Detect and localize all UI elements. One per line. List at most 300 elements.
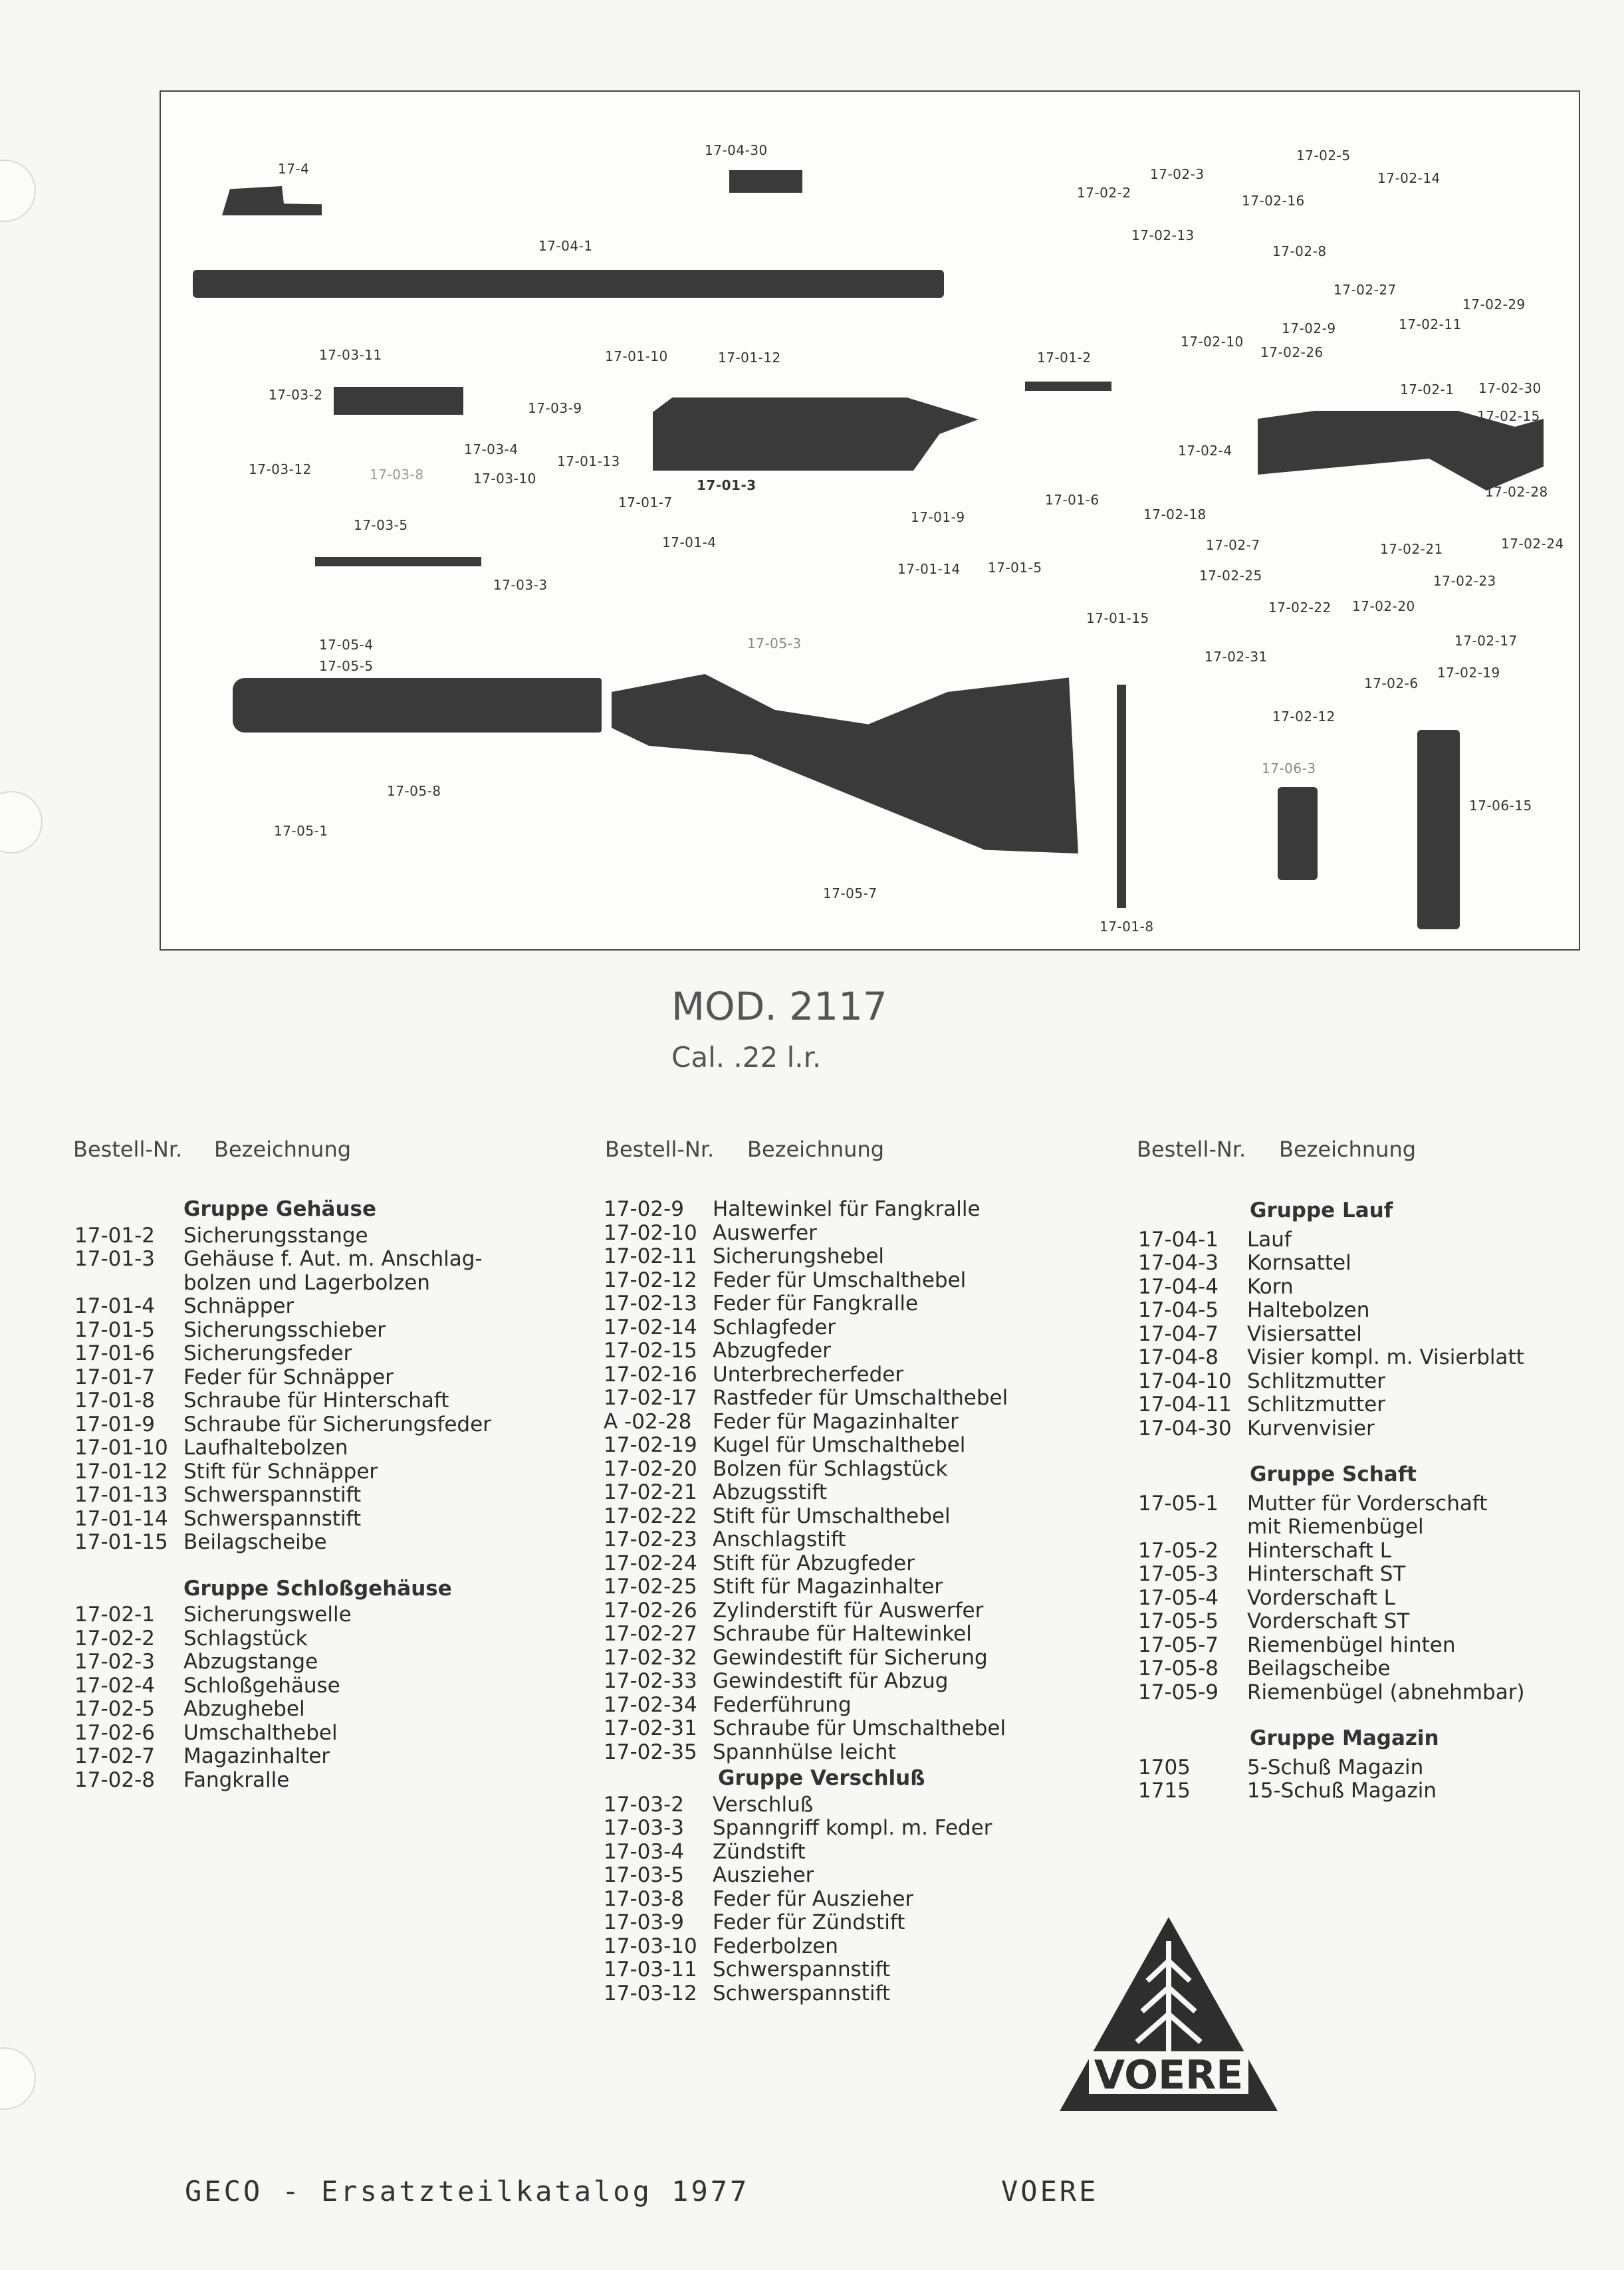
part-description: Sicherungswelle: [183, 1603, 352, 1627]
label-17-4: 17-4: [278, 161, 310, 177]
part-number: 17-01-2: [74, 1223, 155, 1248]
list-item: [604, 1982, 1008, 2006]
parts-list-column3: [1138, 1199, 1525, 1803]
label-17-06-15: 17-06-15: [1469, 798, 1532, 814]
part-number: 17-02-27: [604, 1622, 697, 1646]
label-17-03-9: 17-03-9: [528, 400, 582, 416]
part-description: Feder für Magazinhalter: [713, 1409, 959, 1434]
column2-header: [605, 1137, 884, 1162]
column1-header: [73, 1137, 351, 1162]
part-description: Gehäuse f. Aut. m. Anschlag-: [183, 1247, 483, 1271]
part-number: 17-02-20: [604, 1456, 697, 1481]
part-description: Beilagscheibe: [1247, 1656, 1391, 1680]
label-17-05-5: 17-05-5: [319, 658, 374, 674]
part-number: 17-01-15: [74, 1530, 168, 1554]
part-description: Schraube für Sicherungsfeder: [183, 1412, 491, 1436]
list-item: [604, 1741, 1008, 1765]
label-17-02-8: 17-02-8: [1272, 243, 1327, 259]
list-item: [74, 1508, 491, 1532]
group-heading-magazin: Gruppe Magazin: [1250, 1726, 1439, 1750]
gehaeuse-items: [74, 1224, 491, 1555]
part-description: Kurvenvisier: [1247, 1416, 1375, 1440]
list-item: [1138, 1228, 1525, 1252]
label-17-06-3: 17-06-3: [1262, 760, 1316, 776]
part-number: 17-01-3: [74, 1247, 155, 1271]
label-17-02-26: 17-02-26: [1260, 344, 1324, 360]
label-17-02-21: 17-02-21: [1380, 541, 1443, 557]
label-17-01-8: 17-01-8: [1100, 919, 1154, 935]
part-number: 17-02-2: [74, 1626, 155, 1650]
column1-number-header: Bestell-Nr.: [73, 1137, 183, 1162]
label-17-02-29: 17-02-29: [1462, 296, 1526, 312]
part-number: 17-05-9: [1138, 1680, 1218, 1704]
part-number: 17-02-19: [604, 1433, 697, 1457]
label-17-01-12: 17-01-12: [718, 350, 781, 366]
label-17-02-13: 17-02-13: [1131, 227, 1195, 243]
verschluss-items: [604, 1793, 1008, 2006]
part-description: Bolzen für Schlagstück: [713, 1456, 948, 1481]
part-description: Unterbrecherfeder: [713, 1362, 904, 1387]
part-description: Schwerspannstift: [713, 1958, 891, 1982]
part-number: 17-02-14: [604, 1315, 697, 1339]
list-item: [604, 1793, 1008, 1817]
list-item: [604, 1958, 1008, 1982]
part-number: 17-04-11: [1138, 1393, 1232, 1417]
label-17-01-9: 17-01-9: [911, 509, 965, 525]
part-description: Gewindestift für Abzug: [713, 1669, 949, 1693]
part-number: 17-02-5: [74, 1697, 155, 1721]
punch-hole-top: [0, 160, 36, 222]
label-17-02-10: 17-02-10: [1181, 334, 1244, 350]
label-17-03-3: 17-03-3: [493, 577, 548, 593]
part-number: 17-04-8: [1138, 1345, 1218, 1369]
part-number: 17-02-12: [604, 1268, 697, 1292]
parts-list-column2: [604, 1198, 1008, 2005]
part-number: 17-04-30: [1138, 1416, 1232, 1440]
part-number: 17-03-3: [604, 1816, 684, 1840]
part-rear-screw: [1117, 685, 1126, 908]
part-number: 17-02-15: [604, 1339, 697, 1363]
part-description: Schwerspannstift: [713, 1981, 891, 2005]
part-bolt-handle: [315, 557, 481, 566]
part-description: Gewindestift für Sicherung: [713, 1645, 988, 1670]
part-description: Laufhaltebolzen: [183, 1436, 348, 1460]
schaft-items: [1138, 1492, 1525, 1705]
part-description: Schloßgehäuse: [183, 1673, 340, 1698]
part-description: Spannhülse leicht: [713, 1740, 896, 1764]
part-description: Spanngriff kompl. m. Feder: [713, 1816, 992, 1840]
label-17-02-16: 17-02-16: [1242, 193, 1305, 209]
list-item: [74, 1272, 491, 1296]
label-17-02-14: 17-02-14: [1377, 170, 1441, 186]
part-description: Sicherungshebel: [713, 1244, 885, 1268]
part-description: Schwerspannstift: [183, 1483, 362, 1507]
list-item: [604, 1198, 1008, 1222]
list-item: [1138, 1393, 1525, 1417]
list-item: [1138, 1587, 1525, 1611]
list-item: [1138, 1657, 1525, 1681]
list-item: [74, 1389, 491, 1413]
part-description: Verschluß: [713, 1792, 814, 1817]
part-description: Federbolzen: [713, 1934, 838, 1958]
list-item: [1138, 1252, 1525, 1276]
part-rear-sight: [729, 170, 802, 193]
model-title: MOD. 2117: [671, 984, 887, 1029]
label-17-02-20: 17-02-20: [1352, 598, 1415, 614]
part-number: 17-01-6: [74, 1341, 155, 1365]
punch-hole-middle: [0, 791, 43, 853]
part-number: 17-02-35: [604, 1740, 697, 1764]
label-17-01-13: 17-01-13: [557, 453, 620, 469]
part-description: Kornsattel: [1247, 1251, 1351, 1275]
part-description: Stift für Magazinhalter: [713, 1575, 943, 1599]
label-17-03-4: 17-03-4: [464, 441, 519, 457]
part-number: 17-02-21: [604, 1480, 697, 1504]
part-number: 1705: [1138, 1755, 1191, 1779]
list-item: [74, 1484, 491, 1508]
part-number: 17-05-7: [1138, 1633, 1218, 1657]
part-number: 17-01-12: [74, 1459, 168, 1484]
voere-logo-text: VOERE: [1094, 2052, 1244, 2099]
part-description: Magazinhalter: [183, 1744, 330, 1768]
part-number: 17-02-7: [74, 1744, 155, 1768]
list-item: [1138, 1539, 1525, 1563]
list-item: [604, 1387, 1008, 1411]
part-description: Feder für Zündstift: [713, 1910, 905, 1934]
list-item: [604, 1434, 1008, 1458]
label-17-03-12: 17-03-12: [249, 461, 312, 477]
part-forend: [233, 678, 602, 733]
part-safety-rod: [1025, 382, 1111, 391]
list-item: [604, 1458, 1008, 1482]
part-description: Mutter für Vorderschaft: [1247, 1491, 1488, 1516]
list-item: [604, 1481, 1008, 1505]
label-17-02-25: 17-02-25: [1199, 568, 1262, 584]
group-heading-gehaeuse: Gruppe Gehäuse: [183, 1197, 377, 1221]
label-17-02-9: 17-02-9: [1282, 320, 1336, 336]
column3-number-header: Bestell-Nr.: [1137, 1137, 1246, 1162]
part-description: Umschalthebel: [183, 1720, 338, 1745]
part-description: 15-Schuß Magazin: [1247, 1779, 1437, 1803]
part-number: 17-01-13: [74, 1483, 168, 1507]
part-number: 17-03-9: [604, 1910, 684, 1934]
list-item: [604, 1864, 1008, 1888]
column2-desc-header: Bezeichnung: [747, 1137, 885, 1162]
part-description: Hinterschaft L: [1247, 1538, 1392, 1563]
list-item: [604, 1623, 1008, 1646]
list-item: [604, 1599, 1008, 1623]
label-17-01-14: 17-01-14: [897, 561, 961, 577]
label-17-01-7: 17-01-7: [618, 495, 673, 511]
part-front-sight: [222, 186, 322, 215]
list-item: [1138, 1492, 1525, 1516]
part-number: 17-03-10: [604, 1934, 697, 1958]
column2-number-header: Bestell-Nr.: [605, 1137, 715, 1162]
part-description: Riemenbügel hinten: [1247, 1633, 1456, 1657]
label-17-02-27: 17-02-27: [1334, 282, 1397, 298]
part-number: 17-03-8: [604, 1886, 684, 1911]
list-item: [604, 1411, 1008, 1434]
part-number: 17-02-31: [604, 1716, 697, 1740]
label-17-01-15: 17-01-15: [1086, 610, 1149, 626]
list-item: [1138, 1779, 1525, 1803]
list-item: [604, 1363, 1008, 1387]
label-17-01-6: 17-01-6: [1045, 492, 1100, 508]
exploded-parts-diagram: [160, 90, 1580, 951]
part-description: Sicherungsstange: [183, 1223, 368, 1248]
label-17-02-11: 17-02-11: [1399, 316, 1462, 332]
part-number: 17-02-1: [74, 1603, 155, 1627]
list-item: [1138, 1610, 1525, 1634]
label-17-02-28: 17-02-28: [1485, 484, 1548, 500]
list-item: [1138, 1634, 1525, 1658]
list-item: [74, 1603, 491, 1627]
label-17-02-4: 17-02-4: [1178, 443, 1232, 459]
part-description: Fangkralle: [183, 1767, 290, 1792]
label-17-05-4: 17-05-4: [319, 637, 374, 653]
list-item: [74, 1248, 491, 1272]
part-description: Feder für Schnäpper: [183, 1365, 394, 1389]
label-17-02-15: 17-02-15: [1477, 408, 1540, 424]
part-description: Korn: [1247, 1274, 1294, 1299]
part-bolt: [334, 387, 463, 415]
part-description: Sicherungsschieber: [183, 1317, 386, 1342]
brand-footer: VOERE: [1001, 2175, 1099, 2208]
list-item: [74, 1745, 491, 1769]
list-item: [74, 1436, 491, 1460]
list-item: [74, 1674, 491, 1698]
part-description: Schlitzmutter: [1247, 1369, 1385, 1393]
part-number: [74, 1272, 183, 1296]
part-description: mit Riemenbügel: [1247, 1515, 1424, 1539]
part-description: Vorderschaft ST: [1247, 1609, 1410, 1633]
label-17-01-3: 17-01-3: [697, 477, 756, 493]
part-number: 17-02-34: [604, 1692, 697, 1717]
voere-logo: [1056, 1914, 1282, 2114]
part-description: Abzughebel: [183, 1697, 305, 1721]
part-number: 17-03-2: [604, 1792, 684, 1817]
label-17-02-17: 17-02-17: [1454, 633, 1518, 649]
part-number: 17-01-9: [74, 1412, 155, 1436]
label-17-02-7: 17-02-7: [1206, 537, 1260, 553]
part-description: Haltebolzen: [1247, 1298, 1370, 1322]
list-item: [604, 1888, 1008, 1912]
label-17-01-5: 17-01-5: [988, 560, 1042, 576]
part-description: Auswerfer: [713, 1220, 817, 1245]
part-number: 17-02-13: [604, 1292, 697, 1315]
part-number: 17-02-26: [604, 1598, 697, 1623]
label-17-02-23: 17-02-23: [1433, 573, 1496, 589]
column1-desc-header: Bezeichnung: [214, 1137, 352, 1162]
part-number: 17-02-4: [74, 1673, 155, 1698]
part-number: 17-04-3: [1138, 1251, 1218, 1275]
part-number: 17-02-10: [604, 1220, 697, 1245]
list-item: [604, 1528, 1008, 1552]
part-number: 17-05-2: [1138, 1538, 1218, 1563]
part-description: Schnäpper: [183, 1294, 294, 1318]
list-item: [1138, 1681, 1525, 1705]
label-17-05-8: 17-05-8: [387, 783, 441, 799]
part-description: Zylinderstift für Auswerfer: [713, 1598, 984, 1623]
list-item: [74, 1650, 491, 1674]
catalog-footer: GECO - Ersatzteilkatalog 1977: [185, 2175, 750, 2208]
magazin-items: [1138, 1756, 1525, 1803]
group-heading-verschluss: Gruppe Verschluß: [718, 1766, 925, 1790]
part-number: 17-02-8: [74, 1767, 155, 1792]
part-description: Abzugfeder: [713, 1339, 831, 1363]
list-item: [604, 1575, 1008, 1599]
list-item: [604, 1316, 1008, 1340]
part-description: Kugel für Umschalthebel: [713, 1433, 966, 1457]
part-number: 17-05-4: [1138, 1585, 1218, 1610]
list-item: [604, 1717, 1008, 1741]
part-description: Feder für Auszieher: [713, 1886, 914, 1911]
part-number: 17-04-1: [1138, 1227, 1218, 1252]
part-description: Stift für Umschalthebel: [713, 1504, 951, 1528]
label-17-02-6: 17-02-6: [1364, 675, 1419, 691]
part-description: Auszieher: [713, 1863, 814, 1887]
column3-desc-header: Bezeichnung: [1279, 1137, 1417, 1162]
part-number: 17-02-6: [74, 1720, 155, 1745]
label-17-02-5: 17-02-5: [1296, 148, 1351, 164]
part-number: 17-05-3: [1138, 1562, 1218, 1586]
label-17-02-30: 17-02-30: [1478, 380, 1542, 396]
column3-header: [1137, 1137, 1416, 1162]
part-description: Riemenbügel (abnehmbar): [1247, 1680, 1525, 1704]
part-number: 17-04-10: [1138, 1369, 1232, 1393]
schlossgehaeuse-items-cont: [604, 1198, 1008, 1764]
part-number: 17-05-8: [1138, 1656, 1218, 1680]
part-number: 17-03-5: [604, 1863, 684, 1887]
part-description: Schraube für Hinterschaft: [183, 1389, 449, 1413]
part-number: 17-02-17: [604, 1386, 697, 1410]
part-description: Schlitzmutter: [1247, 1393, 1385, 1417]
list-item: [604, 1505, 1008, 1529]
list-item: [604, 1694, 1008, 1718]
part-description: Sicherungsfeder: [183, 1341, 352, 1365]
label-17-03-5: 17-03-5: [354, 517, 408, 533]
part-description: Abzugstange: [183, 1650, 318, 1674]
list-item: [74, 1627, 491, 1651]
label-17-02-19: 17-02-19: [1437, 665, 1500, 681]
list-item: [74, 1460, 491, 1484]
list-item: [604, 1935, 1008, 1959]
list-item: [604, 1292, 1008, 1316]
label-17-04-30: 17-04-30: [705, 142, 768, 158]
part-number: 17-02-32: [604, 1645, 697, 1670]
label-17-02-18: 17-02-18: [1143, 507, 1207, 522]
part-number: 1715: [1138, 1779, 1191, 1803]
part-number: 17-02-22: [604, 1504, 697, 1528]
label-17-02-31: 17-02-31: [1205, 649, 1268, 665]
part-number: 17-04-7: [1138, 1321, 1218, 1346]
part-buttstock: [612, 674, 1078, 853]
label-17-05-7: 17-05-7: [823, 885, 877, 901]
part-description: Haltewinkel für Fangkralle: [713, 1197, 981, 1221]
label-17-02-22: 17-02-22: [1268, 600, 1332, 616]
label-17-02-2: 17-02-2: [1077, 185, 1131, 201]
part-description: Abzugsstift: [713, 1480, 828, 1504]
part-number: 17-03-11: [604, 1958, 697, 1982]
part-description: Schlagstück: [183, 1626, 308, 1650]
list-item: [604, 1245, 1008, 1269]
part-number: 17-02-9: [604, 1197, 684, 1221]
part-description: Schlagfeder: [713, 1315, 836, 1339]
label-17-03-11: 17-03-11: [319, 347, 382, 363]
part-number: 17-01-4: [74, 1294, 155, 1318]
list-item: [604, 1646, 1008, 1670]
part-number: 17-02-25: [604, 1575, 697, 1599]
label-17-02-12: 17-02-12: [1272, 709, 1335, 725]
part-description: Schraube für Haltewinkel: [713, 1622, 972, 1646]
label-17-03-2: 17-03-2: [269, 387, 323, 403]
schlossgehaeuse-items: [74, 1603, 491, 1792]
part-number: 17-02-11: [604, 1244, 697, 1268]
list-item: [604, 1269, 1008, 1293]
list-item: [604, 1222, 1008, 1246]
part-number: 17-01-14: [74, 1506, 168, 1531]
list-item: [604, 1817, 1008, 1841]
part-description: Feder für Fangkralle: [713, 1292, 919, 1315]
part-description: Schwerspannstift: [183, 1506, 362, 1531]
punch-hole-bottom: [0, 2047, 36, 2110]
part-magazine-long: [1417, 730, 1460, 929]
list-item: [1138, 1756, 1525, 1780]
list-item: [604, 1339, 1008, 1363]
list-item: [1138, 1370, 1525, 1394]
label-17-04-1: 17-04-1: [538, 238, 593, 254]
label-17-01-10: 17-01-10: [605, 348, 668, 364]
group-heading-lauf: Gruppe Lauf: [1250, 1198, 1393, 1222]
part-number: 17-02-3: [74, 1650, 155, 1674]
caliber-subtitle: Cal. .22 l.r.: [671, 1041, 822, 1074]
part-description: Federführung: [713, 1692, 852, 1717]
part-number: 17-02-23: [604, 1528, 697, 1551]
label-17-03-8: 17-03-8: [370, 467, 424, 483]
list-item: [74, 1295, 491, 1319]
list-item: [74, 1531, 491, 1555]
lauf-items: [1138, 1228, 1525, 1441]
part-description: Rastfeder für Umschalthebel: [713, 1386, 1008, 1410]
list-item: [604, 1670, 1008, 1694]
part-description: Zündstift: [713, 1839, 806, 1864]
part-description: Vorderschaft L: [1247, 1585, 1395, 1610]
part-number: [1138, 1516, 1247, 1539]
parts-list-column1: [74, 1198, 491, 1792]
part-number: 17-02-33: [604, 1669, 697, 1693]
part-number: 17-01-10: [74, 1436, 168, 1460]
list-item: [1138, 1346, 1525, 1370]
group-heading-schlossgehaeuse: Gruppe Schloßgehäuse: [183, 1576, 452, 1601]
list-item: [604, 1841, 1008, 1865]
group-heading-schaft: Gruppe Schaft: [1250, 1462, 1417, 1486]
part-number: 17-04-5: [1138, 1298, 1218, 1322]
part-description: Visier kompl. m. Visierblatt: [1247, 1345, 1524, 1369]
label-17-02-3: 17-02-3: [1150, 166, 1205, 182]
label-17-01-4: 17-01-4: [662, 534, 717, 550]
part-description: Visiersattel: [1247, 1321, 1362, 1346]
part-description: Lauf: [1247, 1227, 1292, 1252]
list-item: [74, 1319, 491, 1343]
part-description: 5-Schuß Magazin: [1247, 1755, 1424, 1779]
part-number: 17-05-5: [1138, 1609, 1218, 1633]
list-item: [74, 1722, 491, 1746]
list-item: [604, 1552, 1008, 1576]
list-item: [1138, 1563, 1525, 1587]
part-number: 17-01-8: [74, 1389, 155, 1413]
list-item: [74, 1698, 491, 1722]
label-17-05-3: 17-05-3: [747, 635, 802, 651]
